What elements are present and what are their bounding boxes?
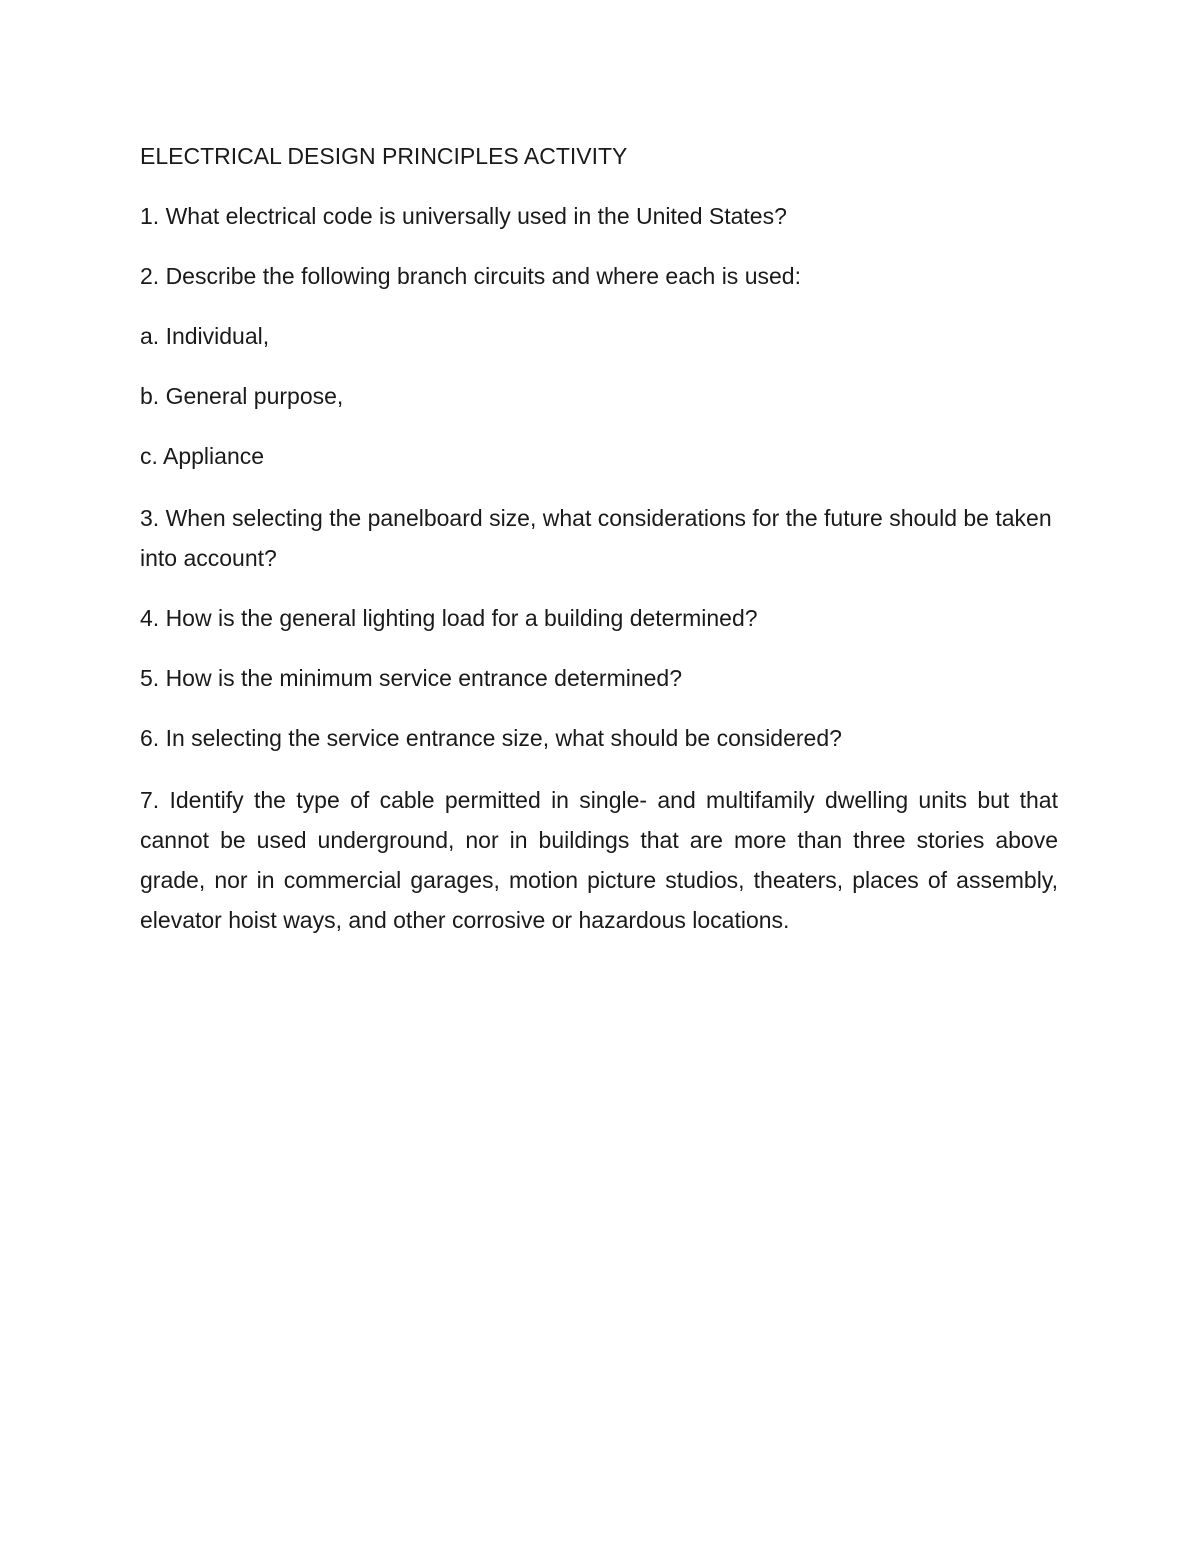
question-2: 2. Describe the following branch circuits and where each is used: bbox=[140, 263, 801, 289]
question-6: 6. In selecting the service entrance size, what should be considered? bbox=[140, 725, 842, 751]
question-2c: c. Appliance bbox=[140, 443, 265, 469]
question-7: 7. Identify the type of cable permitted in single- and multifamily dwelling units but that cannot be used underground, nor in buildings that are more than three stories above grade, nor in commercial garages, motion picture studios, theaters, places of assembly, elevator hoist ways, and other corrosive or hazardous locations. bbox=[140, 787, 1058, 933]
document-title: ELECTRICAL DESIGN PRINCIPLES ACTIVITY bbox=[140, 143, 628, 169]
question-4: 4. How is the general lighting load for a building determined? bbox=[140, 605, 758, 631]
question-3: 3. When selecting the panelboard size, what considerations for the future should be taken into account? bbox=[140, 505, 1052, 571]
question-1: 1. What electrical code is universally used in the United States? bbox=[140, 203, 787, 229]
question-2a: a. Individual, bbox=[140, 323, 270, 349]
question-2b: b. General purpose, bbox=[140, 383, 344, 409]
question-5: 5. How is the minimum service entrance determined? bbox=[140, 665, 683, 691]
